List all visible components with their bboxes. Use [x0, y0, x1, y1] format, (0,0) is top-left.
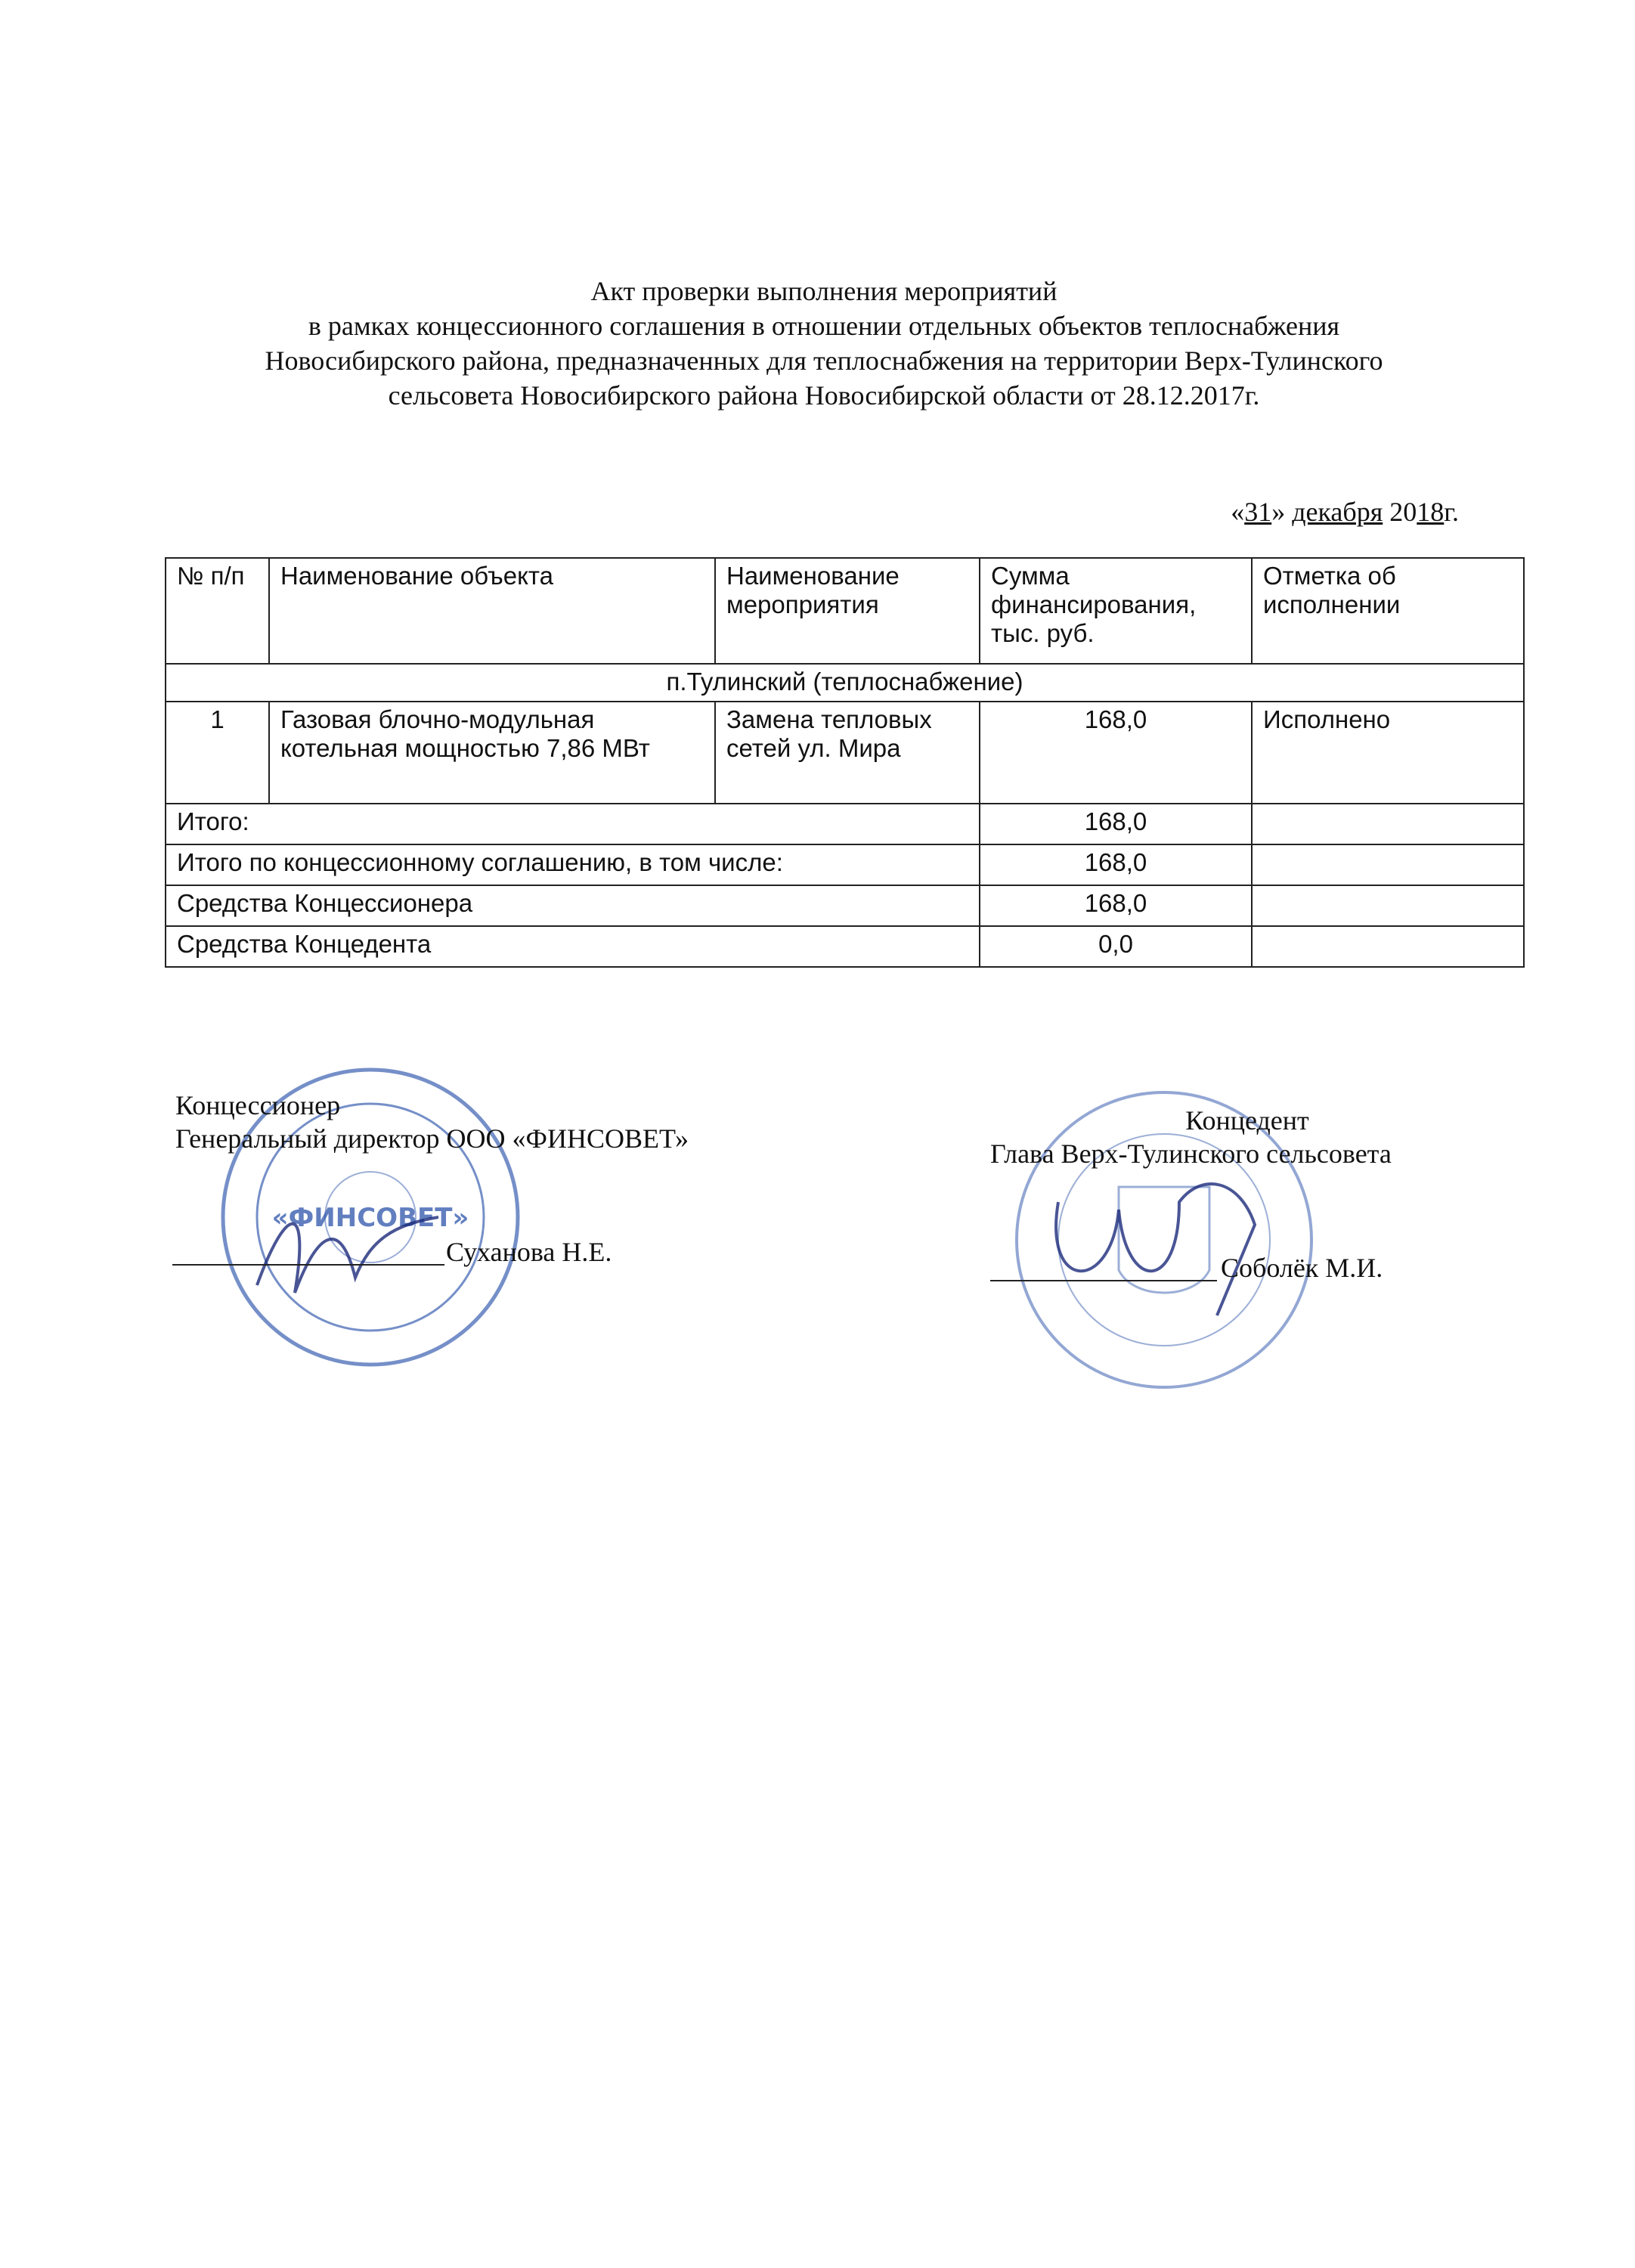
document-date: «31» декабря 2018г. — [1231, 497, 1459, 527]
cell-status: Исполнено — [1252, 702, 1524, 804]
date-month: декабря — [1292, 497, 1383, 527]
total-empty — [1252, 885, 1524, 926]
document-title — [151, 274, 1497, 413]
left-name: Суханова Н.Е. — [446, 1237, 612, 1267]
right-name: Соболёк М.И. — [1221, 1253, 1383, 1283]
header-status: Отметка об исполнении — [1252, 558, 1524, 664]
right-signatory — [990, 1104, 1466, 1170]
title-line: Акт проверки выполнения мероприятий — [590, 276, 1057, 306]
section-title: п.Тулинский (теплоснабжение) — [166, 664, 1524, 702]
total-sum: 0,0 — [980, 926, 1252, 967]
left-position: Генеральный директор ООО «ФИНСОВЕТ» — [175, 1123, 689, 1154]
measures-table — [165, 557, 1525, 968]
right-signature-line — [990, 1280, 1217, 1281]
table-section-row — [166, 664, 1524, 702]
left-signature-line — [172, 1264, 444, 1266]
cell-measure: Замена тепловых сетей ул. Мира — [715, 702, 980, 804]
cell-number: 1 — [166, 702, 269, 804]
total-empty — [1252, 926, 1524, 967]
total-label: Средства Концессионера — [166, 885, 980, 926]
header-number: № п/п — [166, 558, 269, 664]
total-label: Средства Концедента — [166, 926, 980, 967]
left-signature — [242, 1172, 469, 1323]
total-row — [166, 844, 1524, 885]
right-role: Концедент — [1185, 1105, 1309, 1136]
total-row — [166, 926, 1524, 967]
cell-object: Газовая блочно-модульная котельная мощностью 7,86 МВт — [269, 702, 715, 804]
total-label: Итого по концессионному соглашению, в том числе: — [166, 844, 980, 885]
table-header-row — [166, 558, 1524, 664]
left-signatory — [175, 1089, 689, 1155]
total-sum: 168,0 — [980, 804, 1252, 844]
table-row — [166, 702, 1524, 804]
right-signature — [1028, 1142, 1270, 1338]
date-year: 18 — [1417, 497, 1445, 527]
total-row — [166, 885, 1524, 926]
title-line: в рамках концессионного соглашения в отношении отдельных объектов теплоснабжения — [308, 311, 1340, 341]
total-label: Итого: — [166, 804, 980, 844]
header-measure: Наименование мероприятия — [715, 558, 980, 664]
total-sum: 168,0 — [980, 885, 1252, 926]
date-day: 31 — [1244, 497, 1272, 527]
total-empty — [1252, 844, 1524, 885]
svg-text:«ФИНСОВЕТ»: «ФИНСОВЕТ» — [271, 1203, 469, 1233]
cell-sum: 168,0 — [980, 702, 1252, 804]
header-sum: Сумма финансирования, тыс. руб. — [980, 558, 1252, 664]
left-role: Концессионер — [175, 1090, 341, 1120]
total-row — [166, 804, 1524, 844]
title-line: сельсовета Новосибирского района Новосибирской области от 28.12.2017г. — [388, 380, 1260, 411]
title-line: Новосибирского района, предназначенных для теплоснабжения на территории Верх-Тулинского — [265, 345, 1383, 376]
total-sum: 168,0 — [980, 844, 1252, 885]
header-object: Наименование объекта — [269, 558, 715, 664]
right-position: Глава Верх-Тулинского сельсовета — [990, 1139, 1392, 1169]
total-empty — [1252, 804, 1524, 844]
